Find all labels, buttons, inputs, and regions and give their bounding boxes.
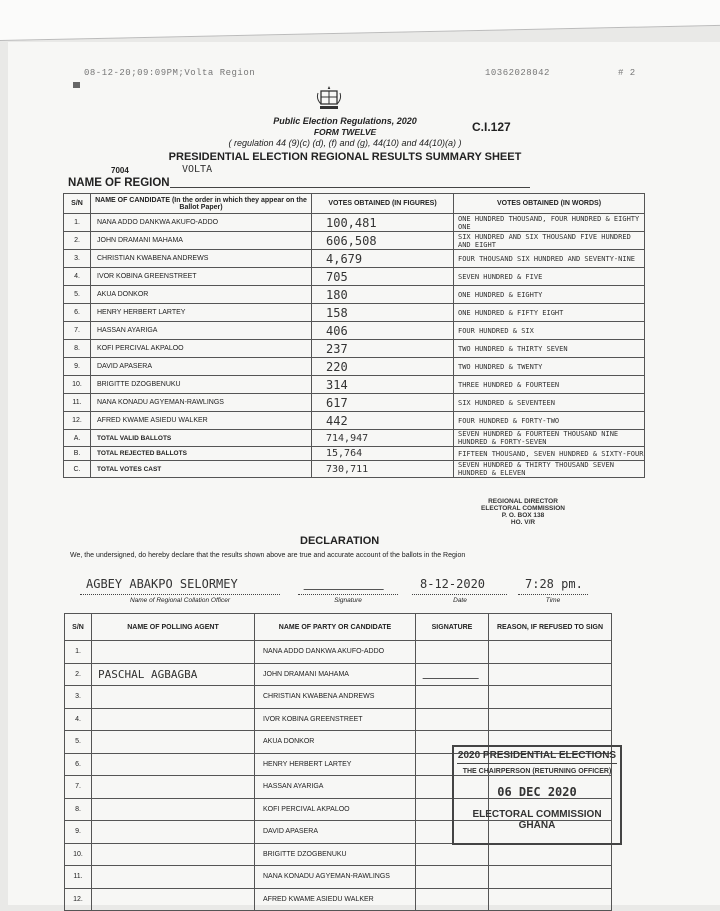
agent-sn: 9. [65, 821, 92, 844]
agent-party: IVOR KOBINA GREENSTREET [255, 708, 416, 731]
time-line [518, 594, 588, 595]
agent-party: HASSAN AYARIGA [255, 776, 416, 799]
agents-col-sn: S/N [65, 614, 92, 641]
agent-party: JOHN DRAMANI MAHAMA [255, 663, 416, 686]
declaration-text: We, the undersigned, do hereby declare that the results shown above are true and accurate account of the ballots in the Region [70, 552, 466, 559]
votes-words: SEVEN HUNDRED & FIVE [454, 268, 645, 286]
candidate-name: HASSAN AYARIGA [91, 322, 312, 340]
votes-words: FOUR THOUSAND SIX HUNDRED AND SEVENTY-NINE [454, 250, 645, 268]
results-table [63, 193, 645, 478]
total-label: TOTAL VOTES CAST [91, 461, 312, 478]
table-row [64, 214, 645, 232]
agent-refusal-reason [489, 866, 612, 889]
candidate-sn: 3. [64, 250, 91, 268]
agent-signature [416, 866, 489, 889]
agents-col-signature: SIGNATURE [416, 614, 489, 641]
total-sn: A. [64, 430, 91, 447]
agent-sn: 8. [65, 798, 92, 821]
candidate-sn: 10. [64, 376, 91, 394]
agent-row [65, 663, 612, 686]
votes-figures: 220 [312, 358, 454, 376]
agents-col-reason: REASON, IF REFUSED TO SIGN [489, 614, 612, 641]
votes-words: SIX HUNDRED AND SIX THOUSAND FIVE HUNDRED AND EIGHT [454, 232, 645, 250]
candidate-name: KOFI PERCIVAL AKPALOO [91, 340, 312, 358]
fax-header-number: 10362028042 [485, 68, 550, 78]
agent-signature [416, 663, 489, 686]
sheet-title: PRESIDENTIAL ELECTION REGIONAL RESULTS SUMMARY SHEET [168, 151, 522, 163]
votes-figures: 705 [312, 268, 454, 286]
candidate-name: CHRISTIAN KWABENA ANDREWS [91, 250, 312, 268]
agent-row [65, 641, 612, 664]
votes-figures: 4,679 [312, 250, 454, 268]
table-row [64, 268, 645, 286]
table-row [64, 232, 645, 250]
table-row [64, 412, 645, 430]
agent-row [65, 888, 612, 911]
votes-words: ONE HUNDRED & FIFTY EIGHT [454, 304, 645, 322]
fax-mark-icon [73, 82, 80, 88]
declaration-date: 8-12-2020 [420, 577, 486, 591]
candidate-name: AFRED KWAME ASIEDU WALKER [91, 412, 312, 430]
agent-name: PASCHAL AGBAGBA [92, 663, 255, 686]
table-row [64, 358, 645, 376]
votes-words: SIX HUNDRED & SEVENTEEN [454, 394, 645, 412]
votes-figures: 237 [312, 340, 454, 358]
agent-sn: 5. [65, 731, 92, 754]
candidate-sn: 2. [64, 232, 91, 250]
agent-sn: 2. [65, 663, 92, 686]
votes-figures: 617 [312, 394, 454, 412]
table-row [64, 250, 645, 268]
agent-row [65, 686, 612, 709]
region-code: 7004 [111, 166, 129, 175]
agent-name [92, 753, 255, 776]
agent-row [65, 708, 612, 731]
total-label: TOTAL REJECTED BALLOTS [91, 447, 312, 461]
agent-row [65, 866, 612, 889]
ec-stamp-country: GHANA [518, 820, 556, 831]
officer-caption: Name of Regional Collation Officer [129, 597, 231, 604]
candidate-sn: 7. [64, 322, 91, 340]
agent-party: HENRY HERBERT LARTEY [255, 753, 416, 776]
agent-refusal-reason [489, 708, 612, 731]
candidate-name: JOHN DRAMANI MAHAMA [91, 232, 312, 250]
agent-name [92, 731, 255, 754]
table-row [64, 286, 645, 304]
regional-director-stamp: REGIONAL DIRECTOR ELECTORAL COMMISSION P. O. BOX 138 HO. V/R [481, 498, 565, 526]
votes-figures: 314 [312, 376, 454, 394]
candidate-sn: 6. [64, 304, 91, 322]
candidate-sn: 11. [64, 394, 91, 412]
agent-name [92, 708, 255, 731]
table-row [64, 340, 645, 358]
total-sn: C. [64, 461, 91, 478]
col-candidate: NAME OF CANDIDATE (In the order in which they appear on the Ballot Paper) [91, 194, 312, 214]
agent-name [92, 866, 255, 889]
agent-party: DAVID APASERA [255, 821, 416, 844]
fax-header-page: # 2 [618, 68, 636, 78]
candidate-name: BRIGITTE DZOGBENUKU [91, 376, 312, 394]
agent-name [92, 798, 255, 821]
total-figures: 15,764 [312, 447, 454, 461]
total-sn: B. [64, 447, 91, 461]
table-row [64, 322, 645, 340]
table-row [64, 376, 645, 394]
agent-refusal-reason [489, 663, 612, 686]
agent-sn: 11. [65, 866, 92, 889]
agent-party: KOFI PERCIVAL AKPALOO [255, 798, 416, 821]
region-label: NAME OF REGION [68, 177, 170, 189]
agent-name [92, 843, 255, 866]
regulation-reference: ( regulation 44 (9)(c) (d), (f) and (g), 44(10) and 44(10)(a) ) [228, 138, 462, 148]
agent-refusal-reason [489, 888, 612, 911]
votes-figures: 406 [312, 322, 454, 340]
time-caption: Time [545, 597, 561, 604]
candidate-sn: 9. [64, 358, 91, 376]
votes-figures: 442 [312, 412, 454, 430]
agent-sn: 7. [65, 776, 92, 799]
votes-words: ONE HUNDRED THOUSAND, FOUR HUNDRED & EIGHTY ONE [454, 214, 645, 232]
total-row [64, 430, 645, 447]
total-words: FIFTEEN THOUSAND, SEVEN HUNDRED & SIXTY-FOUR [454, 447, 645, 461]
total-label: TOTAL VALID BALLOTS [91, 430, 312, 447]
agent-sn: 4. [65, 708, 92, 731]
candidate-sn: 12. [64, 412, 91, 430]
agent-signature [416, 708, 489, 731]
officer-line [80, 594, 280, 595]
candidate-sn: 4. [64, 268, 91, 286]
ec-stamp-role: THE CHAIRPERSON (RETURNING OFFICER) [462, 768, 612, 775]
agent-name [92, 888, 255, 911]
coat-of-arms-icon [316, 85, 342, 111]
declaration-time: 7:28 pm. [525, 577, 583, 591]
candidate-name: DAVID APASERA [91, 358, 312, 376]
region-underline [170, 187, 530, 188]
candidate-sn: 5. [64, 286, 91, 304]
votes-words: TWO HUNDRED & TWENTY [454, 358, 645, 376]
agent-name [92, 686, 255, 709]
agent-name [92, 776, 255, 799]
votes-figures: 158 [312, 304, 454, 322]
agent-party: BRIGITTE DZOGBENUKU [255, 843, 416, 866]
total-words: SEVEN HUNDRED & THIRTY THOUSAND SEVEN HUNDRED & ELEVEN [454, 461, 645, 478]
agent-signature [416, 686, 489, 709]
signature-line [298, 594, 398, 595]
table-row [64, 394, 645, 412]
ci-number: C.I.127 [472, 120, 511, 134]
candidate-name: NANA ADDO DANKWA AKUFO-ADDO [91, 214, 312, 232]
form-number: FORM TWELVE [313, 127, 377, 137]
agent-party: CHRISTIAN KWABENA ANDREWS [255, 686, 416, 709]
agents-col-party: NAME OF PARTY OR CANDIDATE [255, 614, 416, 641]
votes-words: FOUR HUNDRED & SIX [454, 322, 645, 340]
agent-sn: 12. [65, 888, 92, 911]
agents-col-agent: NAME OF POLLING AGENT [92, 614, 255, 641]
agent-refusal-reason [489, 843, 612, 866]
agent-signature [416, 843, 489, 866]
total-words: SEVEN HUNDRED & FOURTEEN THOUSAND NINE HUNDRED & FORTY-SEVEN [454, 430, 645, 447]
signature-caption: Signature [334, 597, 362, 604]
total-row [64, 447, 645, 461]
agent-sn: 3. [65, 686, 92, 709]
ec-stamp-title: 2020 PRESIDENTIAL ELECTIONS [457, 750, 617, 764]
officer-signature [305, 575, 385, 594]
votes-words: FOUR HUNDRED & FORTY-TWO [454, 412, 645, 430]
candidate-name: IVOR KOBINA GREENSTREET [91, 268, 312, 286]
agent-sn: 1. [65, 641, 92, 664]
candidate-sn: 8. [64, 340, 91, 358]
votes-words: THREE HUNDRED & FOURTEEN [454, 376, 645, 394]
agent-signature-mark [423, 668, 482, 679]
col-votes-words: VOTES OBTAINED (IN WORDS) [454, 194, 645, 214]
agent-row [65, 843, 612, 866]
total-row [64, 461, 645, 478]
agent-sn: 10. [65, 843, 92, 866]
candidate-sn: 1. [64, 214, 91, 232]
agent-name [92, 641, 255, 664]
fax-header-left: 08-12-20;09:09PM;Volta Region [84, 68, 256, 78]
votes-figures: 100,481 [312, 214, 454, 232]
candidate-name: AKUA DONKOR [91, 286, 312, 304]
agent-party: AFRED KWAME ASIEDU WALKER [255, 888, 416, 911]
candidate-name: NANA KONADU AGYEMAN-RAWLINGS [91, 394, 312, 412]
agent-party: AKUA DONKOR [255, 731, 416, 754]
total-figures: 730,711 [312, 461, 454, 478]
total-figures: 714,947 [312, 430, 454, 447]
agent-refusal-reason [489, 641, 612, 664]
votes-figures: 180 [312, 286, 454, 304]
date-caption: Date [453, 597, 467, 604]
ec-stamp-date: 06 DEC 2020 [497, 785, 577, 799]
collation-officer-name: AGBEY ABAKPO SELORMEY [86, 577, 238, 591]
agent-name [92, 821, 255, 844]
region-name: VOLTA [182, 164, 213, 175]
agent-party: NANA KONADU AGYEMAN-RAWLINGS [255, 866, 416, 889]
col-sn: S/N [64, 194, 91, 214]
table-row [64, 304, 645, 322]
agent-signature [416, 641, 489, 664]
votes-words: TWO HUNDRED & THIRTY SEVEN [454, 340, 645, 358]
regulations-title: Public Election Regulations, 2020 [273, 116, 417, 126]
fax-top-edge [0, 0, 720, 41]
agent-sn: 6. [65, 753, 92, 776]
agent-refusal-reason [489, 686, 612, 709]
votes-figures: 606,508 [312, 232, 454, 250]
candidate-name: HENRY HERBERT LARTEY [91, 304, 312, 322]
agent-party: NANA ADDO DANKWA AKUFO-ADDO [255, 641, 416, 664]
ec-stamp-org: ELECTORAL COMMISSION [472, 809, 602, 820]
col-votes-figures: VOTES OBTAINED (IN FIGURES) [312, 194, 454, 214]
ec-stamp [452, 745, 622, 845]
declaration-title: DECLARATION [300, 535, 380, 547]
agent-signature [416, 888, 489, 911]
votes-words: ONE HUNDRED & EIGHTY [454, 286, 645, 304]
date-line [412, 594, 507, 595]
